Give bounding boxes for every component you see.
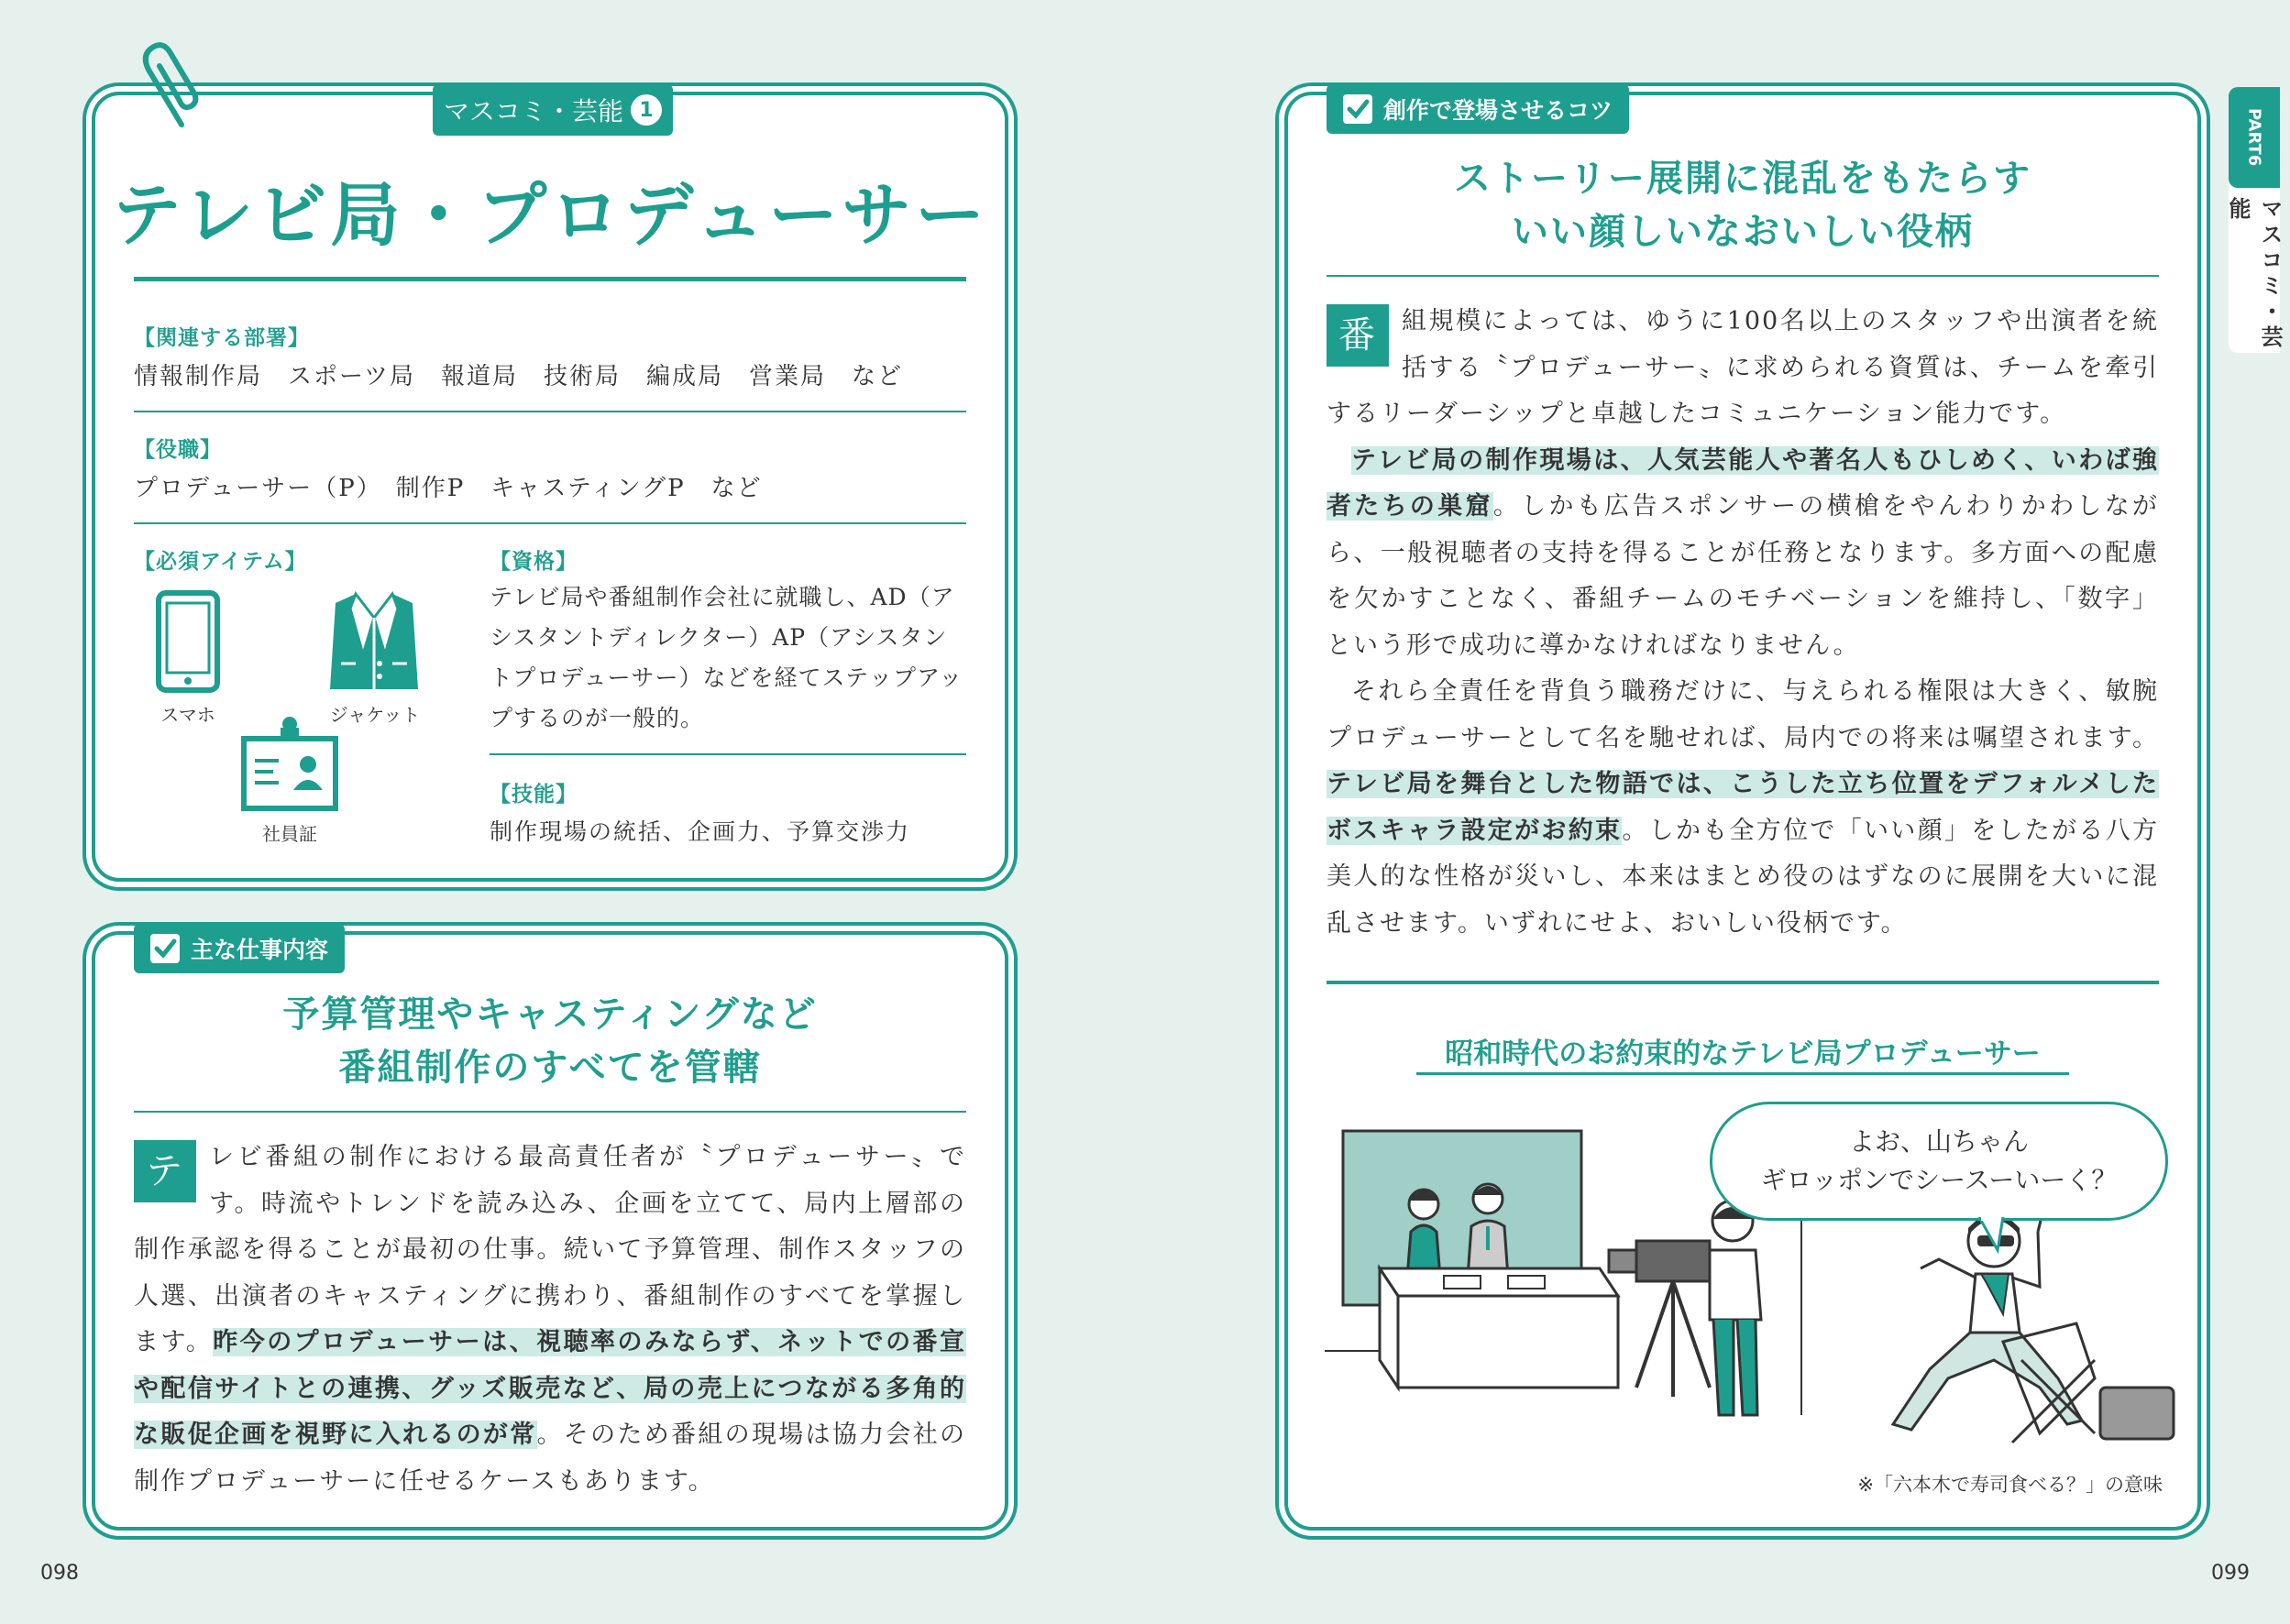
side-tab-part: PART6 bbox=[2229, 87, 2280, 188]
dropcap: テ bbox=[134, 1140, 196, 1202]
skills-label: 【技能】 bbox=[490, 783, 578, 807]
title-rule bbox=[134, 277, 966, 281]
side-tab-category: マスコミ・芸能 bbox=[2225, 197, 2283, 351]
smartphone-caption: スマホ bbox=[160, 704, 215, 726]
departments-label: 【関連する部署】 bbox=[134, 326, 310, 350]
checkmark-icon bbox=[150, 934, 180, 963]
jacket-icon bbox=[328, 590, 420, 693]
qualifications-label: 【資格】 bbox=[490, 550, 578, 574]
creative-tips-tag bbox=[1327, 84, 1629, 134]
divider bbox=[134, 411, 966, 412]
heading-line: 番組制作のすべてを管轄 bbox=[338, 1047, 762, 1089]
id-card-icon bbox=[240, 715, 339, 812]
main-work-tag-label: 主な仕事内容 bbox=[191, 937, 329, 963]
creative-tips-body bbox=[1327, 299, 2159, 947]
body-text: レビ番組の制作における最高責任者が〝プロデューサー〟です。時流やトレンドを読み込み、企画を立てて、局内上層部の制作承認を得ることが最初の仕事。続いて予算管理、制作スタッフの人選、出演者のキャスティングに携わり、番組制作のすべてを掌握します。 bbox=[134, 1143, 966, 1356]
positions-text: プロデューサー（P） 制作P キャスティングP など bbox=[134, 475, 763, 502]
divider bbox=[134, 522, 966, 524]
main-work-body bbox=[134, 1135, 966, 1505]
skills-text: 制作現場の統括、企画力、予算交渉力 bbox=[490, 818, 911, 845]
heading-line: いい顔しいなおいしい役柄 bbox=[1512, 211, 1974, 253]
body-text: 。そのため番組の現場は協力会社の制作プロデューサーに任せるケースもあります。 bbox=[134, 1421, 966, 1496]
speech-line: ギロッポンでシースーいーく？ bbox=[1760, 1165, 2118, 1195]
heading-line: 予算管理やキャスティングなど bbox=[282, 993, 818, 1036]
checkmark-icon bbox=[1343, 94, 1372, 124]
speech-bubble-tail bbox=[1976, 1217, 2012, 1254]
positions-label: 【役職】 bbox=[134, 438, 222, 462]
heading-line: ストーリー展開に混乱をもたらす bbox=[1454, 158, 2031, 200]
departments-text: 情報制作局 スポーツ局 報道局 技術局 編成局 営業局 など bbox=[134, 363, 903, 390]
creative-tips-heading bbox=[1288, 152, 2197, 258]
qualifications-text: テレビ局や番組制作会社に就職し、AD（アシスタントディレクター）AP（アシスタントプロデューサー）などを経てステップアップするのが一般的。 bbox=[490, 584, 963, 731]
items-label: 【必須アイテム】 bbox=[134, 550, 307, 574]
highlighted-text: 昨今のプロデューサーは、視聴率のみならず、ネットでの番宣や配信サイトとの連携、グッズ販売など、局の売上につながる多角的な販促企画を視野に入れるのが常 bbox=[134, 1328, 967, 1449]
job-profile-card bbox=[92, 92, 1008, 882]
main-work-card bbox=[92, 931, 1008, 1531]
jacket-caption: ジャケット bbox=[329, 704, 421, 726]
body-text: 。しかも広告スポンサーの横槍をやんわりかわしながら、一般視聴者の支持を得ることが任務となります。多方面への配慮を欠かすことなく、番組チームのモチベーションを維持し、「数字」という形で成功に導かなければなりません。 bbox=[1327, 492, 2160, 660]
highlighted-text: テレビ局の制作現場は、人気芸能人や著名人もひしめく、いわば強者たちの巣窟 bbox=[1327, 445, 2159, 521]
paperclip-icon bbox=[128, 37, 202, 137]
category-tab bbox=[433, 84, 673, 136]
body-text: 組規模によっては、ゆうに100名以上のスタッフや出演者を統括する〝プロデューサー〟に求められる資質は、チームを牽引するリーダーシップと卓越したコミュニケーション能力です。 bbox=[1327, 307, 2159, 428]
creative-tips-card bbox=[1284, 92, 2201, 1531]
category-number: 1 bbox=[631, 94, 662, 126]
right-page bbox=[1145, 0, 2290, 1624]
footnote: ※「六本木で寿司食べる？」の意味 bbox=[1857, 1474, 2163, 1496]
divider bbox=[1327, 275, 2159, 277]
smartphone-icon bbox=[156, 590, 220, 693]
page-number: 098 bbox=[40, 1562, 79, 1585]
page-title: テレビ局・プロデューサー bbox=[111, 174, 989, 256]
illustration-title: 昭和時代のお約束的なテレビ局プロデューサー bbox=[1445, 1037, 2041, 1070]
divider bbox=[1327, 981, 2159, 984]
main-work-heading bbox=[95, 988, 1005, 1094]
category-tab-label: マスコミ・芸能 bbox=[443, 96, 623, 126]
producer-illustration bbox=[1875, 1195, 2186, 1470]
body-text: それら全責任を背負う職務だけに、与えられる権限は大きく、敏腕プロデューサーとして名を馳せれば、局内での将来は嘱望されます。 bbox=[1327, 677, 2159, 752]
id-card-caption: 社員証 bbox=[262, 823, 317, 845]
creative-tips-tag-label: 創作で登場させるコツ bbox=[1383, 97, 1613, 124]
speech-bubble bbox=[1710, 1102, 2168, 1221]
divider bbox=[490, 753, 966, 755]
dropcap: 番 bbox=[1327, 304, 1389, 367]
part-side-tab bbox=[2225, 87, 2283, 353]
speech-line: よお、山ちゃん bbox=[1848, 1126, 2029, 1157]
body-text: 。しかも全方位で「いい顔」をしたがる八方美人的な性格が災いし、本来はまとめ役のはずなのに展開を大いに混乱させます。いずれにせよ、おいしい役柄です。 bbox=[1327, 816, 2160, 938]
divider bbox=[134, 1111, 966, 1113]
illustration-title-underline bbox=[1416, 1072, 2069, 1075]
page-number: 099 bbox=[2211, 1562, 2250, 1585]
main-work-tag bbox=[134, 924, 345, 973]
highlighted-text: テレビ局を舞台とした物語では、こうした立ち位置をデフォルメしたボスキャラ設定がお約束 bbox=[1327, 770, 2159, 845]
